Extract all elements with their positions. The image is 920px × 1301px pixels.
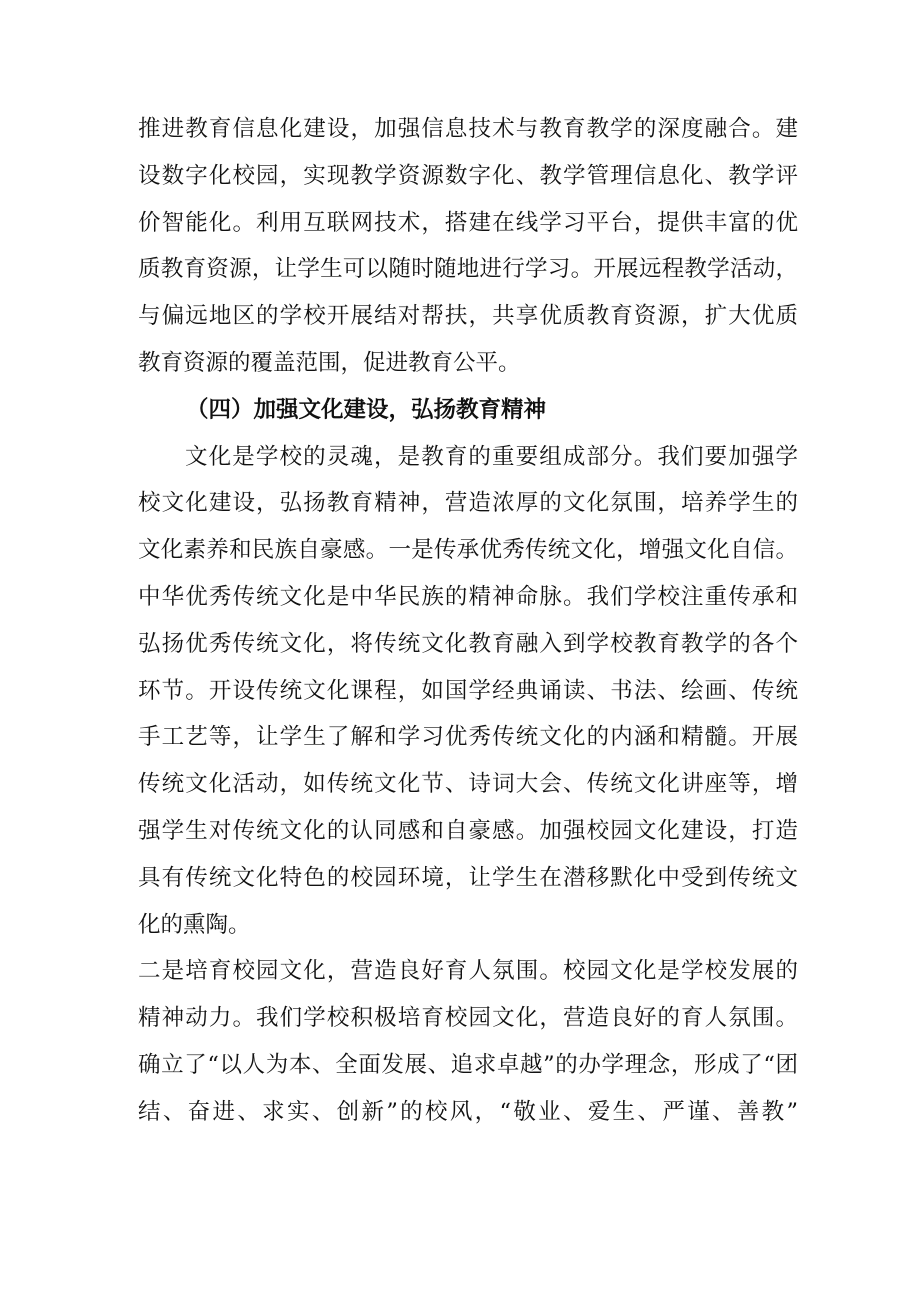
text-line: 环节。开设传统文化课程，如国学经典诵读、书法、绘画、传统: [138, 677, 798, 704]
text-line: 弘扬优秀传统文化，将传统文化教育融入到学校教育教学的各个: [138, 630, 798, 657]
text-line: 化的熏陶。: [138, 911, 251, 938]
text-line: 质教育资源，让学生可以随时随地进行学习。开展远程教学活动，: [138, 256, 798, 283]
text-line: 确立了“以人为本、全面发展、追求卓越”的办学理念，形成了“团: [138, 1051, 798, 1078]
text-line: 精神动力。我们学校积极培育校园文化，营造良好的育人氛围。: [138, 1005, 798, 1032]
text-line: 文化素养和民族自豪感。一是传承优秀传统文化，增强文化自信。: [138, 537, 798, 564]
section-heading: （四）加强文化建设，弘扬教育精神: [186, 396, 547, 423]
text-line: 中华优秀传统文化是中华民族的精神命脉。我们学校注重传承和: [138, 583, 798, 610]
text-line: 二是培育校园文化，营造良好育人氛围。校园文化是学校发展的: [138, 958, 798, 985]
paragraph-culture-building: [138, 434, 798, 949]
text-line: 与偏远地区的学校开展结对帮扶，共享优质教育资源，扩大优质: [138, 303, 798, 330]
text-line: 价智能化。利用互联网技术，搭建在线学习平台，提供丰富的优: [138, 209, 798, 236]
paragraph-education-informatization: [138, 106, 798, 387]
text-line: 文化是学校的灵魂，是教育的重要组成部分。我们要加强学: [185, 443, 798, 470]
text-line: 传统文化活动，如传统文化节、诗词大会、传统文化讲座等，增: [138, 771, 798, 798]
text-line: 手工艺等，让学生了解和学习优秀传统文化的内涵和精髓。开展: [138, 724, 798, 751]
document-page: [138, 106, 798, 1136]
text-line: 设数字化校园，实现教学资源数字化、教学管理信息化、教学评: [138, 162, 798, 189]
text-line: 教育资源的覆盖范围，促进教育公平。: [138, 349, 521, 376]
text-line: 校文化建设，弘扬教育精神，营造浓厚的文化氛围，培养学生的: [138, 490, 798, 517]
text-line: 强学生对传统文化的认同感和自豪感。加强校园文化建设，打造: [138, 817, 798, 844]
paragraph-campus-culture: [138, 948, 798, 1135]
text-line: 结、奋进、求实、创新”的校风，“敬业、爱生、严谨、善教”: [138, 1098, 798, 1125]
text-line: 推进教育信息化建设，加强信息技术与教育教学的深度融合。建: [138, 116, 798, 142]
text-line: 具有传统文化特色的校园环境，让学生在潜移默化中受到传统文: [138, 864, 798, 891]
